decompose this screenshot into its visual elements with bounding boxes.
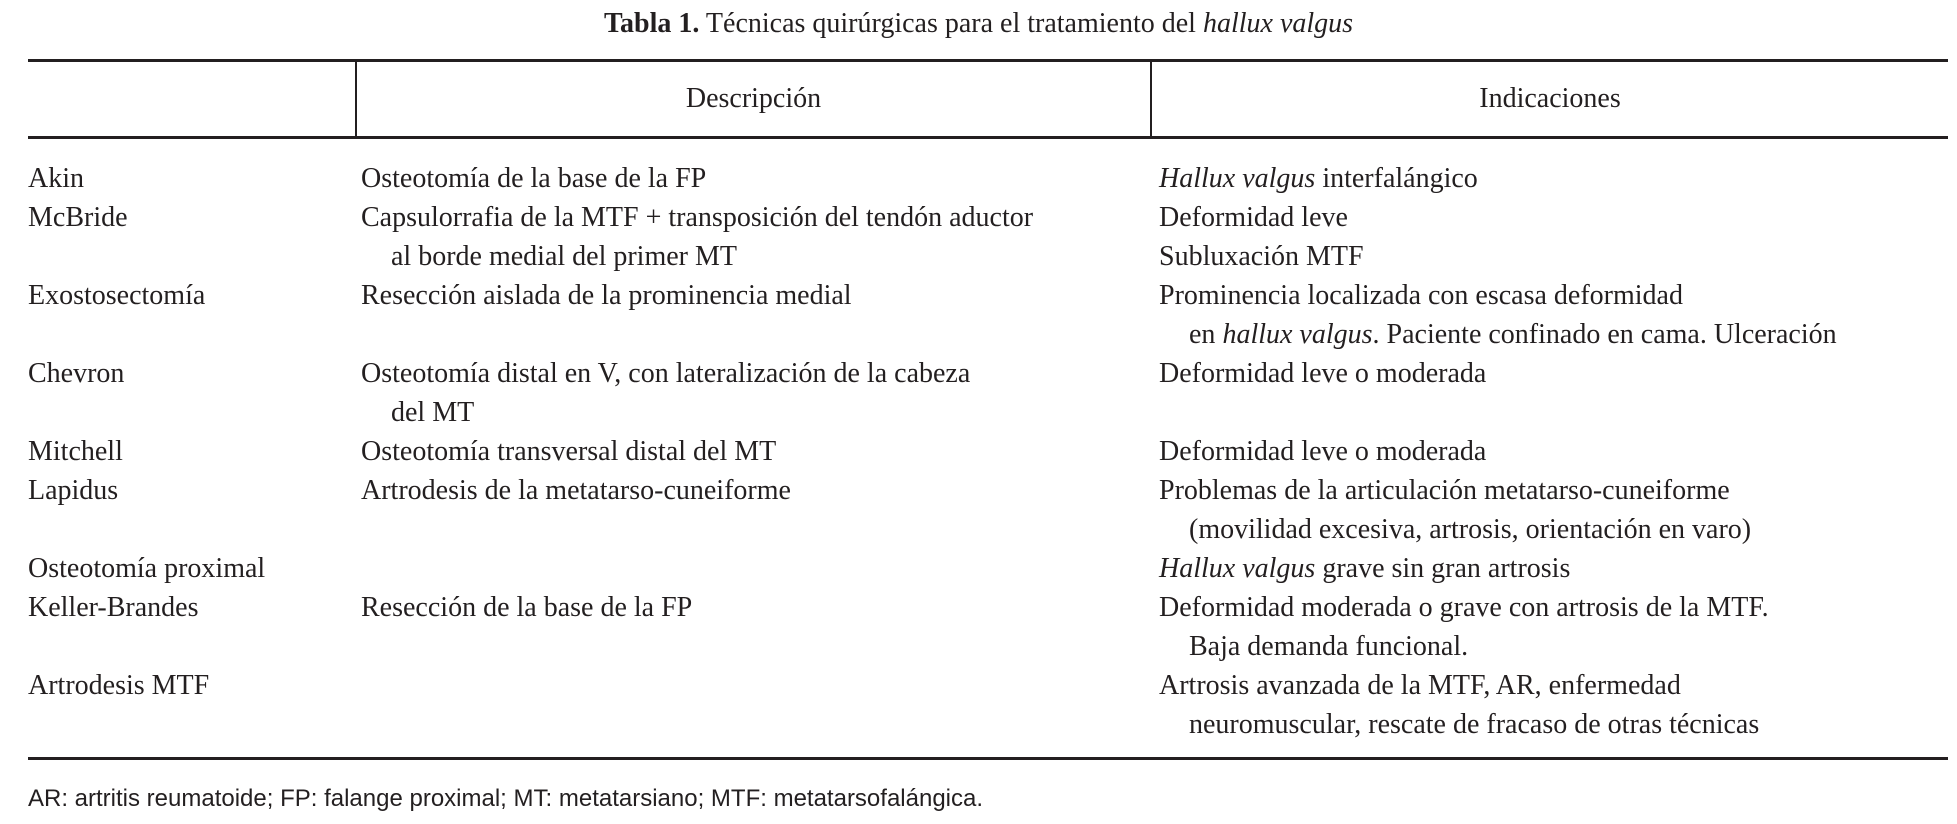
technique-name: Keller-Brandes	[28, 592, 199, 623]
italic-term: Hallux valgus	[1159, 553, 1316, 584]
technique-name: Lapidus	[28, 475, 119, 506]
technique-indications	[1159, 159, 1949, 198]
technique-indications	[1159, 549, 1949, 588]
indication-line	[1159, 159, 1949, 198]
indication-text: Artrosis avanzada de la MTF, AR, enfermedad	[1159, 670, 1681, 701]
indication-text: Deformidad leve o moderada	[1159, 436, 1487, 467]
technique-indications	[1159, 588, 1949, 666]
technique-name: Exostosectomía	[28, 280, 206, 311]
description-line: Resección de la base de la FP	[361, 592, 693, 623]
header-rule	[28, 136, 1948, 139]
table-row	[0, 588, 1957, 666]
bottom-rule	[28, 757, 1948, 760]
description-line: al borde medial del primer MT	[391, 241, 737, 272]
indication-line	[1159, 510, 1949, 549]
technique-description	[361, 276, 1146, 315]
description-line: Capsulorrafia de la MTF + transposición del tendón aductor	[361, 202, 1034, 233]
indication-text: grave sin gran artrosis	[1315, 553, 1571, 584]
technique-indications	[1159, 471, 1949, 549]
technique-indications	[1159, 276, 1949, 354]
description-line: del MT	[391, 397, 475, 428]
caption-label: Tabla 1.	[603, 8, 700, 39]
table-row	[0, 276, 1957, 354]
italic-term: Hallux valgus	[1159, 163, 1316, 194]
footnote: AR: artritis reumatoide; FP: falange proximal; MT: metatarsiano; MTF: metatarsofalángica.	[28, 785, 984, 812]
indication-text: (movilidad excesiva, artrosis, orientación en varo)	[1189, 514, 1752, 545]
indication-line	[1159, 666, 1949, 705]
caption-italic: hallux valgus	[1202, 8, 1354, 39]
table-row	[0, 432, 1957, 471]
indication-text: . Paciente confinado en cama. Ulceración	[1372, 319, 1837, 350]
technique-name: McBride	[28, 202, 128, 233]
table-row	[0, 354, 1957, 432]
table-body	[0, 159, 1957, 744]
indication-text: Deformidad leve o moderada	[1159, 358, 1487, 389]
technique-name: Artrodesis MTF	[28, 670, 210, 701]
indication-text: Problemas de la articulación metatarso-cuneiforme	[1159, 475, 1730, 506]
technique-name: Mitchell	[28, 436, 123, 467]
description-line: Artrodesis de la metatarso-cuneiforme	[361, 475, 791, 506]
indication-text: Deformidad leve	[1159, 202, 1348, 233]
italic-term: hallux valgus	[1222, 319, 1373, 350]
table-row	[0, 198, 1957, 276]
indication-line	[1159, 237, 1949, 276]
technique-name: Chevron	[28, 358, 125, 389]
indication-text: Prominencia localizada con escasa deformidad	[1159, 280, 1683, 311]
technique-indications	[1159, 666, 1949, 744]
technique-description	[361, 354, 1146, 432]
description-line: Resección aislada de la prominencia medial	[361, 280, 852, 311]
indication-text: en	[1189, 319, 1223, 350]
indication-line	[1159, 627, 1949, 666]
indication-line	[1159, 471, 1949, 510]
indication-text: interfalángico	[1315, 163, 1478, 194]
caption-text: Técnicas quirúrgicas para el tratamiento del	[705, 8, 1196, 39]
table-row	[0, 666, 1957, 744]
indication-line	[1159, 354, 1949, 393]
technique-description	[361, 471, 1146, 510]
table-row	[0, 471, 1957, 549]
indication-line	[1159, 432, 1949, 471]
indication-text: Baja demanda funcional.	[1189, 631, 1469, 662]
technique-indications	[1159, 354, 1949, 393]
technique-description	[361, 588, 1146, 627]
technique-name: Akin	[28, 163, 84, 194]
technique-description	[361, 432, 1146, 471]
technique-name: Osteotomía proximal	[28, 553, 266, 584]
table-row	[0, 549, 1957, 588]
description-line: Osteotomía distal en V, con lateralización de la cabeza	[361, 358, 971, 389]
technique-description	[361, 198, 1146, 276]
description-line: Osteotomía de la base de la FP	[361, 163, 707, 194]
table-caption	[0, 6, 1957, 42]
technique-indications	[1159, 432, 1949, 471]
indication-line	[1159, 198, 1949, 237]
indication-text: Deformidad moderada o grave con artrosis de la MTF.	[1159, 592, 1769, 623]
technique-description	[361, 159, 1146, 198]
indication-line	[1159, 549, 1949, 588]
indication-text: Subluxación MTF	[1159, 241, 1364, 272]
indication-line	[1159, 276, 1949, 315]
technique-indications	[1159, 198, 1949, 276]
indication-line	[1159, 705, 1949, 744]
table-row	[0, 159, 1957, 198]
indication-line	[1159, 315, 1949, 354]
indication-text: neuromuscular, rescate de fracaso de otras técnicas	[1189, 709, 1760, 740]
header-indications: Indicaciones	[1479, 83, 1621, 114]
description-line: Osteotomía transversal distal del MT	[361, 436, 777, 467]
indication-line	[1159, 588, 1949, 627]
header-description: Descripción	[685, 83, 822, 114]
